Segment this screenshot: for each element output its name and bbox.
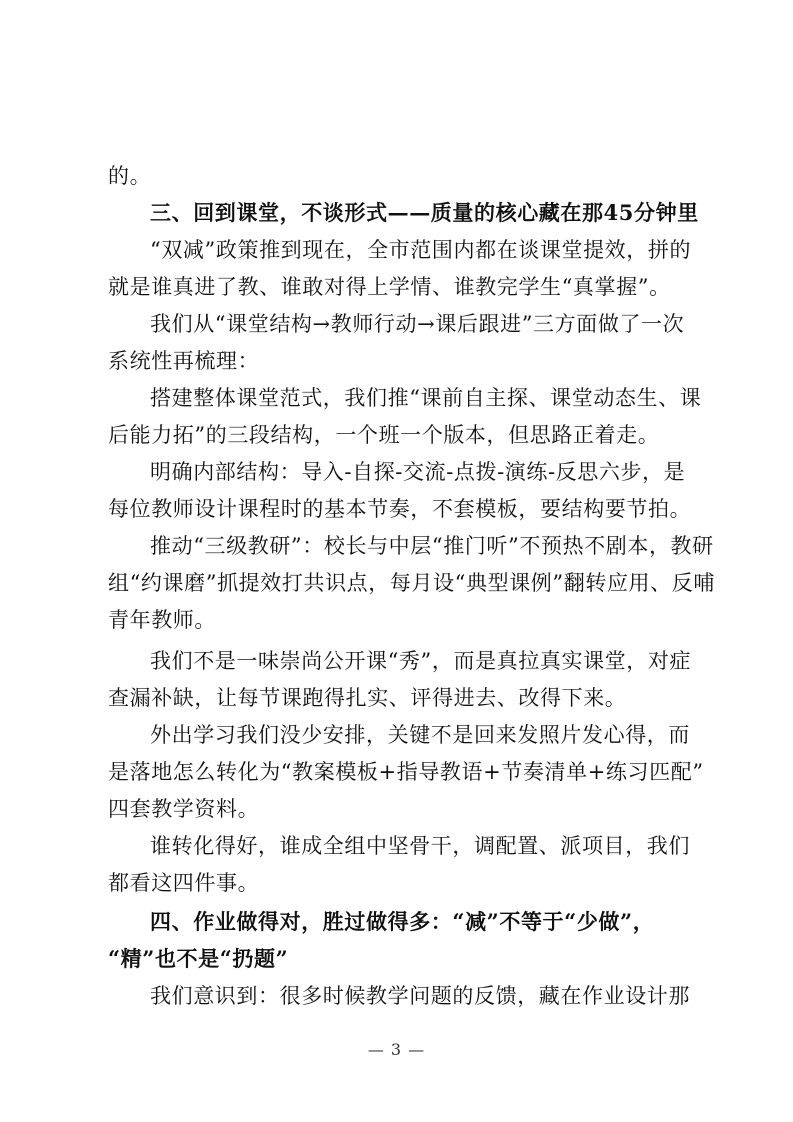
paragraph-line: 搭建整体课堂范式，我们推“课前自主探、课堂动态生、课 bbox=[150, 386, 702, 410]
paragraph-line: 我们意识到：很多时候教学问题的反馈，藏在作业设计那 bbox=[150, 984, 690, 1008]
paragraph-line: 我们从“课堂结构→教师行动→课后跟进”三方面做了一次 bbox=[150, 312, 685, 336]
paragraph-line: 推动“三级教研”：校长与中层“推门听”不预热不剧本，教研 bbox=[150, 534, 714, 558]
paragraph-line: 我们不是一味崇尚公开课“秀”，而是真拉真实课堂，对症 bbox=[150, 649, 692, 673]
paragraph-line: 的。 bbox=[108, 164, 152, 188]
paragraph-line: 都看这四件事。 bbox=[108, 871, 260, 895]
paragraph-line: “双减”政策推到现在，全市范围内都在谈课堂提效，拼的 bbox=[150, 238, 692, 262]
paragraph-line: 就是谁真进了教、谁敢对得上学情、谁教完学生“真掌握”。 bbox=[108, 275, 671, 299]
paragraph-line: 查漏补缺，让每节课跑得扎实、评得进去、改得下来。 bbox=[108, 686, 627, 710]
section-heading: 三、回到课堂，不谈形式——质量的核心藏在那45分钟里 bbox=[150, 200, 699, 225]
section-heading: “精”也不是“扔题” bbox=[108, 946, 289, 971]
paragraph-line: 组“约课磨”抓提效打共识点，每月设“典型课例”翻转应用、反哺 bbox=[108, 571, 715, 595]
paragraph-line: 每位教师设计课程时的基本节奏，不套模板，要结构要节拍。 bbox=[108, 497, 692, 521]
paragraph-line: 系统性再梳理： bbox=[108, 349, 260, 373]
section-heading: 四、作业做得对，胜过做得多：“减”不等于“少做”， bbox=[150, 909, 655, 934]
paragraph-line: 青年教师。 bbox=[108, 608, 216, 632]
paragraph-line: 四套教学资料。 bbox=[108, 797, 260, 821]
page-number: — 3 — bbox=[367, 1040, 426, 1059]
paragraph-line: 后能力拓”的三段结构，一个班一个版本，但思路正着走。 bbox=[108, 423, 660, 447]
paragraph-line: 明确内部结构：导入-自探-交流-点拨-演练-反思六步，是 bbox=[150, 460, 686, 484]
paragraph-line: 是落地怎么转化为“教案模板+指导教语+节奏清单+练习匹配” bbox=[108, 760, 704, 784]
paragraph-line: 外出学习我们没少安排，关键不是回来发照片发心得，而 bbox=[150, 723, 690, 747]
paragraph-line: 谁转化得好，谁成全组中坚骨干，调配置、派项目，我们 bbox=[150, 834, 690, 858]
